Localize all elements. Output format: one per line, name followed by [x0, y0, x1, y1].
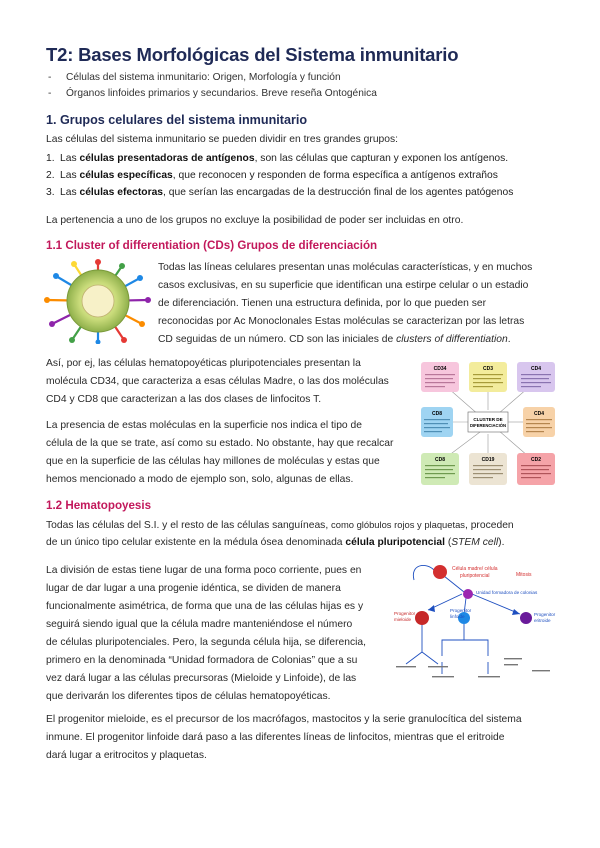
cd-box-title: CD8 [431, 411, 443, 417]
subtopic-item: - Células del sistema inmunitario: Origen, Morfología y función [66, 72, 341, 83]
stem-cell-icon [433, 565, 447, 579]
mitosis-label: Mitosis [516, 572, 532, 578]
cd-box-mid-left [421, 407, 453, 437]
cd-box-title: CD3 [482, 366, 494, 372]
cd-center-box [468, 412, 508, 432]
stem-cell-label-2: pluripotencial [460, 573, 490, 579]
erythroid-label-2: eritroide [534, 618, 551, 623]
section1-2-paragraph-1-line2: de un único tipo celular existente en la médula ósea denominada célula pluripotencial (STEM cell). [46, 537, 505, 548]
section1-2-paragraph-1-line1: Todas las células del S.I. y el resto de las células sanguíneas, como glóbulos rojos y plaquetas, proceden [46, 519, 514, 531]
erythroid-progenitor-icon [520, 612, 532, 624]
cd-box-bottom-right [517, 453, 555, 485]
erythroid-label: Progenitor [534, 612, 556, 617]
cd-box-bottom-mid [469, 453, 507, 485]
section-heading-1-2: 1.2 Hematopoyesis [46, 499, 152, 512]
lymphoid-label-2: linfoide [450, 614, 465, 619]
colony-unit-icon [463, 589, 473, 599]
hematopoiesis-diagram [392, 558, 562, 690]
section-heading-1: 1. Grupos celulares del sistema inmunitario [46, 113, 308, 127]
myeloid-label-2: mieloide [394, 617, 412, 622]
list-item: 1. Las células presentadoras de antígenos, son las células que capturan y exponen los antígenos. [46, 153, 509, 164]
cd-box-title: CD2 [530, 457, 542, 463]
section1-1-paragraph-2: Así, por ej, las células hematopoyéticas pluripotenciales presentan la molécula CD34, que caracteriza a esas células Madre, o las dos moléculas CD4 y CD8 que caracterizan a las dos clases de linfocitos T. [46, 358, 389, 405]
cd-box-top-right [517, 362, 555, 392]
subtopic-item: - Órganos linfoides primarios y secundarios. Breve reseña Ontogénica [66, 88, 377, 99]
cd-center-label-2: DIFERENCIACIÓN [469, 423, 507, 428]
lymphoid-label: Progenitor [450, 608, 472, 613]
section1-note: La pertenencia a uno de los grupos no excluye la posibilidad de poder ser incluidas en otro. [46, 215, 464, 226]
section1-2-paragraph-3-last: dará lugar a eritrocitos y plaquetas. [46, 750, 207, 761]
section1-1-paragraph-3: La presencia de estas moléculas en la superficie nos indica el tipo de célula de la que se trate, así como su estado. No obstante, hay que recalcar que en la superficie de las células hay millones de moléculas y estas que hemos mencionado a modo de ejemplo son, solo, algunas de ellas. [46, 420, 394, 485]
section1-intro: Las células del sistema inmunitario se pueden dividir en tres grandes grupos: [46, 134, 399, 145]
cell-surface-markers-illustration [44, 258, 152, 344]
cd-box-title: CD4 [530, 366, 542, 372]
cd-box-top-left [421, 362, 459, 392]
cd-box-mid-right [523, 407, 555, 437]
section1-2-paragraph-2: La división de estas tiene lugar de una forma poco corriente, pues en lugar de dar lugar a una progenie idéntica, se dividen de manera funcionalmente asimétrica, de forma que una de las células hijas es y seguirá siendo igual que la célula madre manteniéndose el número de células pluripotenciales. Pero, la segunda célula hija, se diferencia, primero en la denominada “Unidad formadora de Colonias” que a su vez dará lugar a las células precursoras (Mieloide y Linfoide), de las que derivarán los diferentes tipos de células hematopoyéticas. [46, 565, 366, 702]
cluster-differentiation-diagram [418, 358, 558, 488]
list-item: 2. Las células específicas, que reconocen y responden de forma específica a antígenos extraños [46, 170, 498, 181]
cd-box-top-mid [469, 362, 507, 392]
stem-cell-label: Célula madre/ célula [452, 566, 498, 572]
cd-center-label-1: CLUSTER DE [473, 417, 503, 422]
cd-box-title: CD34 [433, 366, 447, 372]
section-heading-1-1: 1.1 Cluster of differentiation (CDs) Grupos de diferenciación [46, 239, 378, 252]
cd-box-title: CD19 [481, 457, 495, 463]
page-title: T2: Bases Morfológicas del Sistema inmunitario [46, 44, 459, 65]
colony-unit-label: Unidad formadora de colonias [476, 590, 538, 595]
section1-2-paragraph-3: El progenitor mieloide, es el precursor de los macrófagos, mastocitos y la serie granulocítica del sistema inmune. El progenitor linfoide dará paso a las diferentes líneas de linfocitos, mientras que el eritroide [46, 714, 522, 743]
section1-1-paragraph-1: Todas las líneas celulares presentan unas moléculas características, y en muchos casos exclusivas, en su superficie que identifican una estirpe celular o un estadio de diferenciación. Tienen una estructura definida, por lo que pueden ser reconocidas por Ac Monoclonales Estas moléculas se caracterizan por las letras [158, 262, 533, 327]
myeloid-label: Progenitor [394, 611, 416, 616]
cd-box-bottom-left [421, 453, 459, 485]
myeloid-progenitor-icon [415, 611, 429, 625]
cd-box-title: CD8 [434, 457, 446, 463]
cd-box-title: CD4 [533, 411, 545, 417]
section1-1-paragraph-1-last: CD seguidas de un número. CD son las iniciales de clusters of differentiation. [158, 334, 511, 345]
list-item: 3. Las células efectoras, que serían las encargadas de la destrucción final de los agentes patógenos [46, 187, 514, 198]
